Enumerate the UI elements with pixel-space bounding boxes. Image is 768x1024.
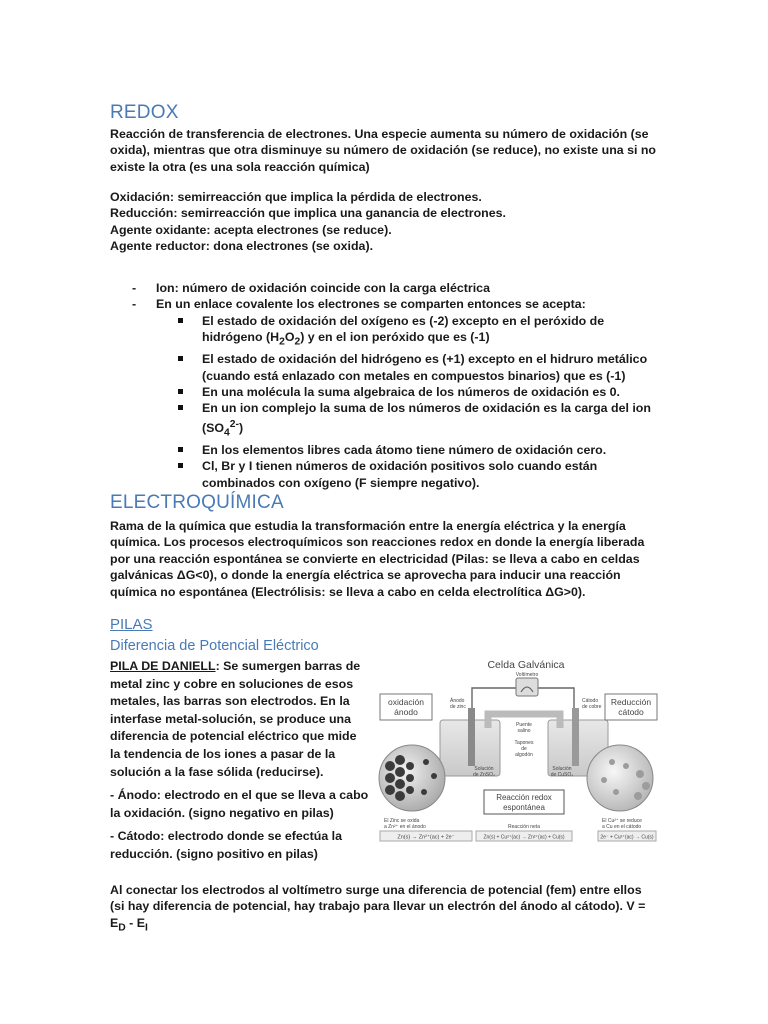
- anodo-zinc-label-2: de zinc: [450, 704, 466, 710]
- catodo-cobre-label-2: de cobre: [582, 704, 602, 710]
- reaccion-neta-label: Reacción neta: [508, 824, 540, 830]
- neta-equation: Zn(s) + Cu²⁺(ac) → Zn²⁺(ac) + Cu(s): [483, 834, 565, 841]
- sol-zn-label-2: de ZnSO₄: [472, 772, 496, 778]
- text: O: [284, 330, 295, 345]
- list-item: [110, 296, 658, 491]
- tapones-label: Tapones: [514, 740, 534, 746]
- list-item-text: En un enlace covalente los electrones se comparten entonces se acepta:: [156, 297, 586, 312]
- sub-list-item: [156, 351, 658, 384]
- galvanic-cell-figure: [376, 654, 658, 850]
- daniell-label: PILA DE DANIELL: [110, 659, 216, 673]
- zinc-electrode: [468, 708, 475, 766]
- square-bullet-icon: [178, 405, 183, 410]
- sub-list: [156, 313, 658, 491]
- espontanea-label: espontánea: [503, 803, 545, 812]
- catodo-label: cátodo: [618, 707, 644, 717]
- text: Cl, Br y I tienen números de oxidación positivos solo cuando están combinados con oxígeno (F siempre negativo).: [202, 459, 598, 490]
- voltimetro-label: Voltímetro: [515, 672, 539, 678]
- catodo-paragraph: - Cátodo: electrodo donde se efectúa la reducción. (signo positivo en pilas): [110, 829, 343, 861]
- anodo-paragraph: - Ánodo: electrodo en el que se lleva a cabo la oxidación. (signo negativo en pilas): [110, 788, 369, 820]
- text-bold: diferencia de potencial: [408, 883, 543, 897]
- pilas-subheading: Diferencia de Potencial Eléctrico: [110, 638, 319, 654]
- redox-heading: REDOX: [110, 102, 179, 123]
- zinc-equation: Zn(s) → Zn²⁺(ac) + 2e⁻: [397, 834, 455, 841]
- definition-agente-oxidante: Agente oxidante: acepta electrones (se reduce).: [110, 222, 392, 237]
- sub-list-item: [156, 458, 658, 491]
- dash-bullet: -: [132, 297, 137, 312]
- cu-caption-2: a Cu en el cátodo: [602, 824, 642, 830]
- subscript: 2: [279, 336, 285, 348]
- definition-agente-reductor: Agente reductor: dona electrones (se oxida).: [110, 239, 374, 254]
- definition-oxidacion: Oxidación: semirreacción que implica la pérdida de electrones.: [110, 190, 482, 204]
- list-item: [110, 280, 658, 296]
- figure-title: Celda Galvánica: [487, 659, 565, 671]
- subscript: D: [118, 922, 126, 934]
- sol-zn-label: Solución: [474, 766, 494, 772]
- oxidacion-label: oxidación: [388, 697, 424, 707]
- redox-intro: Reacción de transferencia de electrones. Una especie aumenta su número de oxidación (se oxida), mientras que otra disminuye su número de oxidación (se reduce), no existe una si no existe la otra (es una sola reacción química): [110, 127, 657, 174]
- text: En los elementos libres cada átomo tiene número de oxidación cero.: [202, 442, 607, 457]
- sub-list-item: [156, 384, 658, 400]
- copper-electrode: [572, 708, 579, 766]
- text: En una molécula la suma algebraica de los números de oxidación es 0.: [202, 384, 620, 399]
- subscript: 2: [294, 336, 301, 348]
- subscript: I: [145, 922, 148, 934]
- reaccion-redox-label: Reacción redox: [496, 793, 552, 802]
- electroquimica-intro: Rama de la química que estudia la transformación entre la energía eléctrica y la energía química. Los procesos electroquímicos son reacciones redox en donde la energía liberada por una reacción espontánea se convierte en electricidad (Pilas: se lleva a cabo en celdas galvánicas ΔG<0), o donde la energía eléctrica se aprovecha para inducir una reacción química no espontánea (Electrólisis: se lleva a cabo en celda electrolítica ΔG>0).: [110, 519, 645, 599]
- square-bullet-icon: [178, 389, 183, 394]
- text: El estado de oxidación del oxígeno es (-2) excepto en el peróxido de hidrógeno (H: [202, 313, 605, 345]
- daniell-text: : Se sumergen barras de metal zinc y cobre en soluciones de esos metales, las barras son electrodos. En la interfase metal-solución, se produce una diferencia de potencial eléctrico que mide la tendencia de los iones a pasar de la solución a la fase sólida (reducirse).: [110, 659, 361, 779]
- subscript: 4: [224, 427, 230, 439]
- list-item-text: Ion: número de oxidación coincide con la carga eléctrica: [156, 281, 490, 295]
- text: En un ion complejo la suma de los números de oxidación es la carga del ion (SO: [202, 401, 651, 435]
- closing-paragraph: [110, 882, 658, 937]
- reduccion-label: Reducción: [610, 697, 652, 707]
- daniell-column: [110, 658, 370, 870]
- text: El estado de oxidación del hidrógeno es (+1) excepto en el hidruro metálico (cuando está enlazado con metales en compuestos binarios) que es (-1): [202, 352, 648, 383]
- zinc-caption-2: a Zn²⁺ en el ánodo: [384, 824, 426, 830]
- catodo-cobre-label: Cátodo: [582, 698, 599, 704]
- redox-definitions: [110, 189, 658, 255]
- text: - E: [125, 915, 146, 930]
- puente-label-2: salino: [517, 728, 531, 734]
- copper-atomic-view: [587, 745, 653, 811]
- square-bullet-icon: [178, 318, 183, 323]
- cu-equation: 2e⁻ + Cu²⁺(ac) → Cu(s): [600, 834, 654, 841]
- text: ) y en el ion peróxido que es (-1): [300, 330, 490, 345]
- zinc-caption: El Zinc se oxida: [384, 818, 420, 824]
- sol-cu-label: Solución: [552, 766, 572, 772]
- cu-caption: El Cu²⁺ se reduce: [602, 818, 642, 824]
- sub-list-item: [156, 313, 658, 351]
- sub-list-item: [156, 400, 658, 441]
- square-bullet-icon: [178, 356, 183, 361]
- sol-cu-label-2: de CuSO₄: [550, 772, 574, 778]
- dash-bullet: -: [132, 281, 137, 295]
- square-bullet-icon: [178, 447, 183, 452]
- tapones-label-3: algodón: [515, 752, 533, 758]
- pilas-heading: PILAS: [110, 616, 153, 633]
- anodo-zinc-label: Ánodo: [450, 698, 465, 704]
- text: Al conectar los electrodos al voltímetro surge una: [110, 883, 409, 897]
- electroquimica-heading: ELECTROQUÍMICA: [110, 492, 284, 513]
- square-bullet-icon: [178, 463, 183, 468]
- superscript: 2-: [229, 418, 239, 430]
- definition-reduccion: Reducción: semirreacción que implica una ganancia de electrones.: [110, 206, 506, 221]
- tapones-label-2: de: [521, 746, 527, 752]
- sub-list-item: [156, 442, 658, 458]
- anodo-label: ánodo: [394, 707, 418, 717]
- puente-label: Puente: [516, 722, 532, 728]
- text: ): [238, 420, 244, 435]
- oxidation-rules-list: [110, 280, 658, 491]
- text: (fem) entre ellos (si hay diferencia de potencial, hay trabajo para llevar un electrón del ánodo al cátodo). V = E: [110, 883, 646, 930]
- daniell-paragraph: [110, 658, 370, 781]
